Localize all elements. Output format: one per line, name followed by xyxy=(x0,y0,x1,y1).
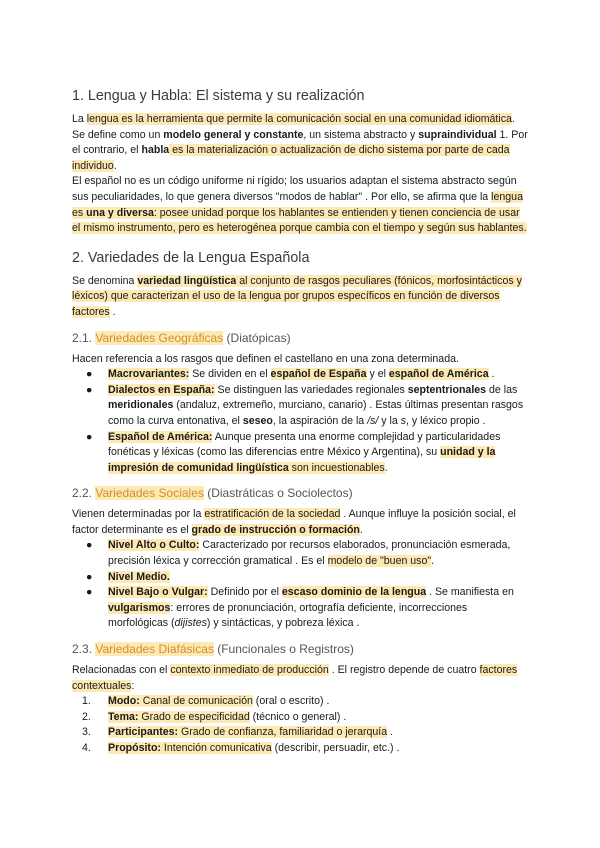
section-1-paragraph-1: La lengua es la herramienta que permite la comunicación social en una comunidad idiomática. Se define como un modelo general y constante, un sistema abstracto y supraindividual 1. Por el contrario, el habla es la materialización o actualización de dicho sistema por parte de cada individuo. xyxy=(72,113,528,172)
section-2-1-intro: Hacen referencia a los rasgos que definen el castellano en una zona determinada. xyxy=(72,352,459,365)
list-item: ● Nivel Alto o Culto: Caracterizado por recursos elaborados, pronunciación esmerada, precisión léxica y corrección gramatical . Es el modelo de "buen uso". xyxy=(86,539,511,568)
list-item: 1. Modo: Canal de comunicación (oral o escrito) . xyxy=(82,695,330,708)
section-2-2-list xyxy=(72,538,528,632)
section-2-2-title: 2.2. Variedades Sociales (Diastráticas o Sociolectos) xyxy=(72,486,353,501)
list-item: ● Dialectos en España: Se distinguen las variedades regionales septentrionales de las meridionales (andaluz, extremeño, murciano, canario) . Estas últimas presentan rasgos como la curva entonativa, el seseo, la aspiración de la /s/ y la s, y léxico propio . xyxy=(86,383,524,427)
section-2-3-list xyxy=(72,694,528,756)
section-2-1-list xyxy=(72,367,528,476)
list-item: 2. Tema: Grado de especificidad (técnico o general) . xyxy=(82,710,347,723)
section-1-paragraph-2: El español no es un código uniforme ni rígido; los usuarios adaptan el sistema abstracto según sus peculiaridades, lo que genera diversos "modos de hablar" . Por ello, se afirma que la lengua es una y diversa: posee unidad porque los hablantes se entienden y tienen conciencia de usar el mismo instrumento, pero es heterogénea porque cambia con el tiempo y según sus hablantes. xyxy=(72,175,527,235)
section-2-3-title: 2.3. Variedades Diafásicas (Funcionales o Registros) xyxy=(72,642,354,657)
list-item: 3. Participantes: Grado de confianza, familiaridad o jerarquía . xyxy=(82,726,394,739)
list-item: 4. Propósito: Intención comunicativa (describir, persuadir, etc.) . xyxy=(82,742,400,754)
section-2-paragraph-1: Se denomina variedad lingüística al conjunto de rasgos peculiares (fónicos, morfosintácticos y léxicos) que caracterizan el uso de la lengua por grupos específicos en función de diversos factores . xyxy=(72,274,522,318)
section-2-title: 2. Variedades de la Lengua Española xyxy=(72,249,310,266)
list-item: ● Nivel Medio. xyxy=(86,570,170,583)
section-2-1-title: 2.1. Variedades Geográficas (Diatópicas) xyxy=(72,330,291,345)
section-2-3-intro: Relacionadas con el contexto inmediato de producción . El registro depende de cuatro factores contextuales: xyxy=(72,664,518,692)
list-item: ● Macrovariantes: Se dividen en el español de España y el español de América . xyxy=(86,368,495,381)
list-item: ● Español de América: Aunque presenta una enorme complejidad y particularidades fonéticas y léxicas (como las diferencias entre México y Argentina), su unidad y la impresión de comunidad lingüística son incuestionables. xyxy=(86,430,501,474)
document-page xyxy=(72,86,528,757)
section-1-title: 1. Lengua y Habla: El sistema y su realización xyxy=(72,88,365,104)
section-2-2-intro: Vienen determinadas por la estratificación de la sociedad . Aunque influye la posición social, el factor determinante es el grado de instrucción o formación. xyxy=(72,508,516,536)
list-item: ● Nivel Bajo o Vulgar: Definido por el escaso dominio de la lengua . Se manifiesta en vulgarismos: errores de pronunciación, ortografía deficiente, incorrecciones morfológicas (dijistes) y sintácticas, y pobreza léxica . xyxy=(86,586,514,630)
